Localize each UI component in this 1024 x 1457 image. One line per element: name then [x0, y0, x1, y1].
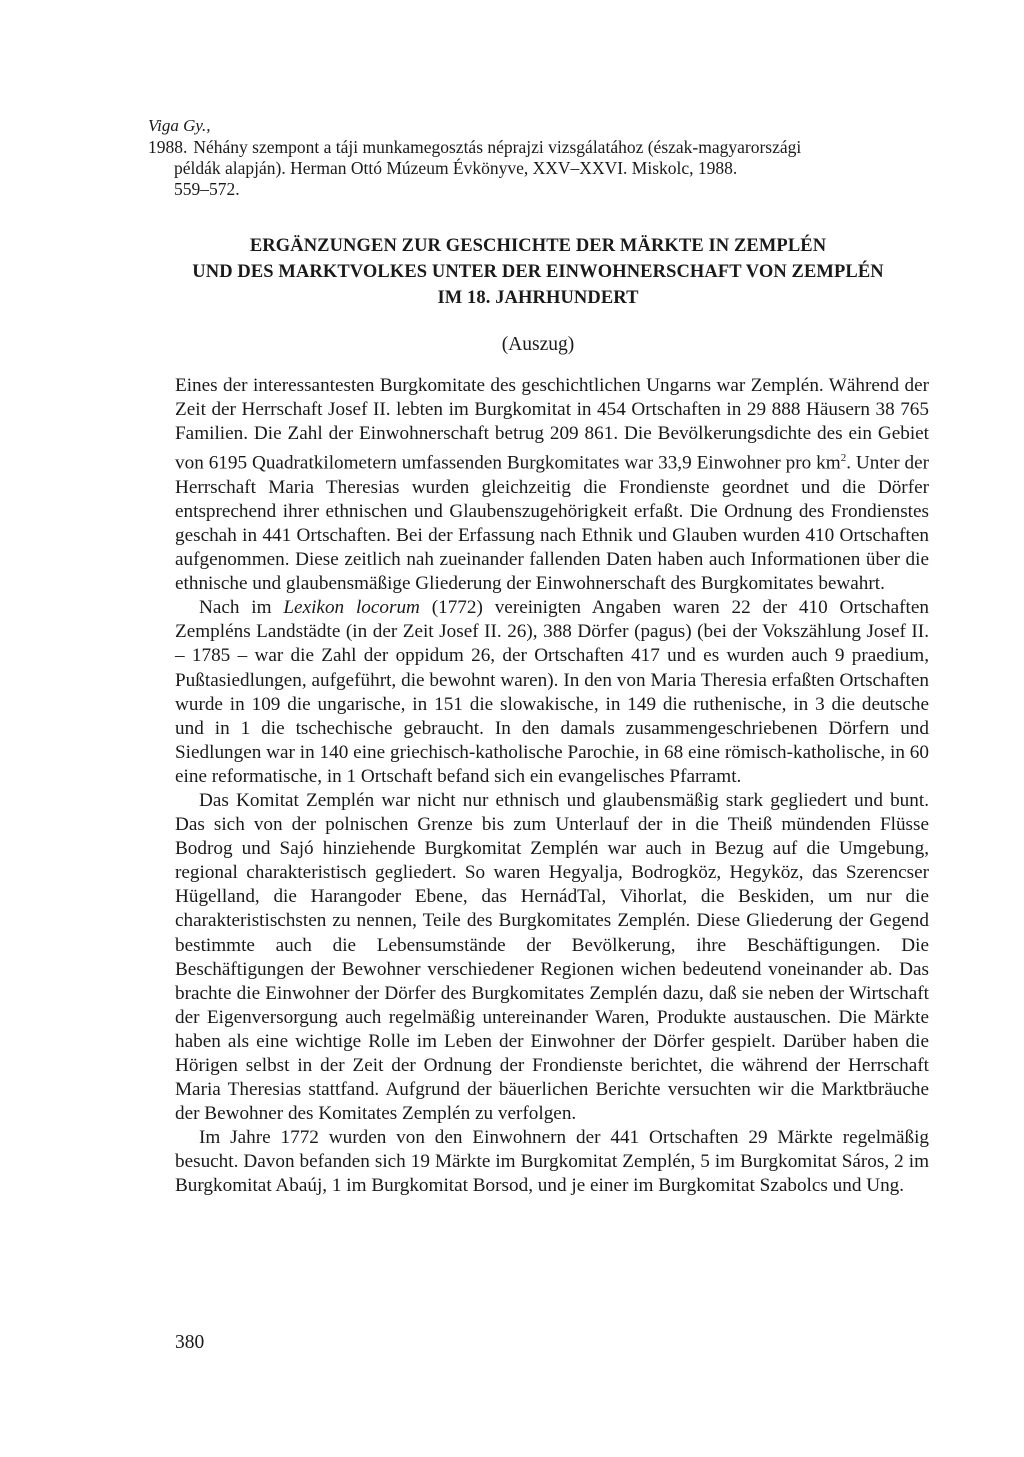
page-number: 380 — [175, 1332, 205, 1353]
paragraph-2 — [175, 596, 929, 789]
title-line-3: IM 18. JAHRHUNDERT — [437, 288, 639, 308]
reference-line-3: 559–572. — [174, 179, 240, 199]
article-body — [175, 374, 929, 1199]
article-subtitle: (Auszug) — [501, 334, 575, 355]
paragraph-2-text: Nach im — [199, 597, 284, 619]
paragraph-1-text-cont: . Unter der Herrschaft Maria Theresias wurden gleichzeitig die Frondienste geordnet und die Dörfer entsprechend ihrer ethnischen und Glaubenszugehörigkeit erfaßt. Die Ordnung des Frondienstes geschah in 441 Ortschaften. Bei der Erfassung nach Ethnik und Glauben wurden 410 Ortschaften aufgenommen. Diese zeitlich nah zueinander fallenden Daten haben auch Informationen über die ethnische und glaubensmäßige Gliederung der Einwohnerschaft des Burgkomitates bewahrt. — [175, 452, 929, 595]
paragraph-2-text-cont: (1772) vereinigten Angaben waren 22 der 410 Ortschaften Zempléns Landstädte (in der Zeit Josef II. 26), 388 Dörfer (pagus) (bei der Vokszählung Josef II. – 1785 – war die Zahl der oppidum 26, der Ortschaften 417 und es wurden auch 9 praedium, Pußtasiedlungen, aufgeführt, die bewohnt waren). In den von Maria Theresia erfaßten Ortschaften wurde in 109 die ungarische, in 151 die slowakische, in 149 die ruthenische, in 3 die deutsche und in 1 die tschechische gebraucht. In den damals zusammengeschriebenen Dörfern und Siedlungen war in 140 eine griechisch-katholische Parochie, in 68 eine römisch-katholische, in 60 eine reformatische, in 1 Ortschaft befand sich ein evangelisches Pfarramt. — [175, 597, 929, 787]
reference-year: 1988. — [148, 137, 188, 157]
reference-author: Viga Gy., — [148, 116, 211, 135]
paragraph-4: Im Jahre 1772 wurden von den Einwohnern der 441 Ortschaften 29 Märkte regelmäßig besucht. Davon befanden sich 19 Märkte im Burgkomitat Zemplén, 5 im Burgkomitat Sáros, 2 im Burgkomitat Abaúj, 1 im Burgkomitat Borsod, und je einer im Burgkomitat Szabolcs und Ung. — [175, 1127, 929, 1197]
article-title — [148, 233, 928, 311]
title-line-2: UND DES MARKTVOLKES UNTER DER EINWOHNERSCHAFT VON ZEMPLÉN — [192, 262, 884, 282]
reference-entry — [148, 137, 928, 158]
bibliography-reference — [148, 115, 928, 200]
lexikon-locorum-title: Lexikon locorum — [283, 597, 420, 619]
reference-line-2: példák alapján). Herman Ottó Múzeum Évkönyve, XXV–XXVI. Miskolc, 1988. — [174, 158, 738, 178]
paragraph-1-text: Eines der interessantesten Burgkomitate des geschichtlichen Ungarns war Zemplén. Während der Zeit der Herrschaft Josef II. lebten im Burgkomitat in 454 Ortschaften in 29 888 Häusern 38 765 Familien. Die Zahl der Einwohnerschaft betrug 209 861. Die Bevölkerungsdichte des ein Gebiet von 6195 Quadratkilometern umfassenden Burgkomitates war 33,9 Einwohner pro km — [175, 375, 929, 474]
paragraph-1 — [175, 374, 929, 596]
paragraph-3: Das Komitat Zemplén war nicht nur ethnisch und glaubensmäßig stark gegliedert und bunt. Das sich von der polnischen Grenze bis zum Unterlauf der in die Theiß mündenden Flüsse Bodrog und Sajó hinziehende Burgkomitat Zemplén war auch in Bezug auf die Umgebung, regional charakteristisch gegliedert. So waren Hegyalja, Bodrogköz, Hegyköz, das Szerencser Hügelland, die Harangoder Ebene, das HernádTal, Vihorlat, die Beskiden, um nur die charakteristischsten zu nennen, Teile des Burgkomitates Zemplén. Diese Gliederung der Gegend bestimmte auch die Lebensumstände der Bevölkerung, ihre Beschäftigungen. Die Beschäftigungen der Bewohner verschiedener Regionen wichen bedeutend voneinander ab. Das brachte die Einwohner der Dörfer des Burgkomitates Zemplén dazu, daß sie neben der Wirtschaft der Eigenversorgung auch regelmäßig untereinander Waren, Produkte austauschen. Die Märkte haben als eine wichtige Rolle im Leben der Einwohner der Dörfer gespielt. Darüber haben die Hörigen selbst in der Zeit der Ordnung der Frondienste berichtet, die während der Herrschaft Maria Theresias stattfand. Aufgrund der bäuerlichen Berichte versuchten wir die Marktbräuche der Bewohner des Komitates Zemplén zu verfolgen. — [175, 789, 929, 1125]
title-line-1: ERGÄNZUNGEN ZUR GESCHICHTE DER MÄRKTE IN ZEMPLÉN — [249, 236, 827, 256]
superscript-two: 2 — [840, 452, 847, 465]
reference-line-1: Néhány szempont a táji munkamegosztás néprajzi vizsgálatához (észak-magyarországi — [193, 137, 802, 157]
